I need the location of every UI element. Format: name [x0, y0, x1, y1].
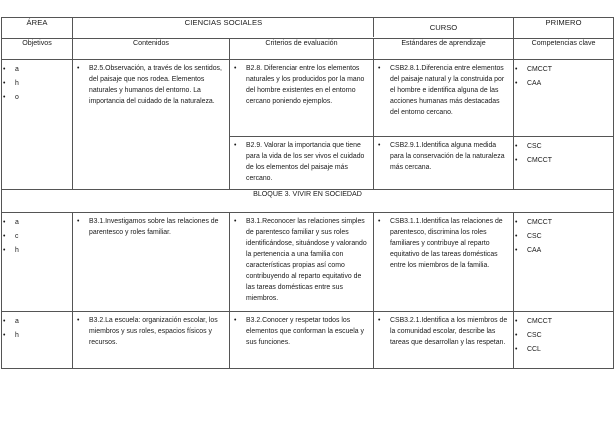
criterio-cell [230, 137, 374, 190]
objetivo-item: • a [2, 216, 72, 230]
competencia-item: • CSC [514, 140, 613, 154]
objetivo-item: • o [2, 91, 72, 105]
estandar-text: • CSB3.2.1.Identifica a los miembros de la comunidad escolar, describe las tareas que desarrollan y las respetan. [377, 315, 510, 348]
estandar-cell [374, 213, 514, 312]
table-row [2, 213, 614, 312]
competencia-item: • CSC [514, 230, 613, 244]
objetivo-item: • h [2, 329, 72, 343]
objetivos-cell [2, 312, 73, 369]
competencia-item: • CCL [514, 343, 613, 357]
criterio-text: • B2.9. Valorar la importancia que tiene para la vida de los ser vivos el cuidado de los elementos del paisaje más cercano. [233, 140, 370, 184]
competencia-item: • CMCCT [514, 216, 613, 230]
col-objetivos: Objetivos [2, 39, 73, 60]
criterio-text: • B3.1.Reconocer las relaciones simples de parentesco familiar y sus roles identificándose, situándose y valorando la pertenencia a una familia con características propias así como contribuyendo al reparto equitativo de las tareas domésticas entre sus miembros. [233, 216, 370, 304]
contenido-text: • B3.2.La escuela: organización escolar, los miembros y sus roles, espacios físicos y recursos. [76, 315, 226, 348]
col-contenidos: Contenidos [73, 39, 230, 60]
contenido-text: • B3.1.Investigamos sobre las relaciones de parentesco y roles familiar. [76, 216, 226, 238]
estandar-text: • CSB3.1.1.Identifica las relaciones de parentesco, discrimina los roles familiares y contribuye al reparto equitativo de las tareas domésticas entre los miembros de la familia. [377, 216, 510, 271]
criterio-cell [230, 213, 374, 312]
criterio-text: • B3.2.Conocer y respetar todos los elementos que conforman la escuela y sus funciones. [233, 315, 370, 348]
criterio-cell [230, 312, 374, 369]
competencias-cell [514, 213, 614, 312]
contenido-cell [73, 60, 230, 190]
contenido-cell [73, 312, 230, 369]
competencias-cell [514, 312, 614, 369]
estandar-cell [374, 60, 514, 137]
curriculum-table [1, 17, 614, 369]
objetivo-item: • h [2, 244, 72, 258]
curso-label: CURSO [373, 17, 513, 37]
curso-value: PRIMERO [514, 18, 614, 39]
estandar-text: • CSB2.8.1.Diferencia entre elementos del paisaje natural y la construida por el hombre e identifica alguna de las acciones humanas más destacadas del entorno cercano. [377, 63, 510, 118]
bloque-title: BLOQUE 3. VIVIR EN SOCIEDAD [2, 190, 614, 213]
criterio-text: • B2.8. Diferenciar entre los elementos naturales y los producidos por la mano del hombre existentes en el entorno cercano poniendo ejemplos. [233, 63, 370, 107]
col-criterios: Criterios de evaluación [230, 39, 374, 60]
competencias-cell [514, 60, 614, 137]
competencia-item: • CMCCT [514, 154, 613, 168]
col-estandares: Estándares de aprendizaje [374, 39, 514, 60]
objetivo-item: • c [2, 230, 72, 244]
competencia-item: • CAA [514, 244, 613, 258]
bloque-row [2, 190, 614, 213]
contenido-cell [73, 213, 230, 312]
table-row [2, 312, 614, 369]
area-label: ÁREA [2, 18, 73, 39]
objetivo-item: • h [2, 77, 72, 91]
table-row [2, 60, 614, 137]
subject-name: CIENCIAS SOCIALES [184, 18, 263, 27]
estandar-cell [374, 137, 514, 190]
contenido-text: • B2.5.Observación, a través de los sentidos, del paisaje que nos rodea. Elementos naturales y humanos del entorno. La importancia del cuidado de la naturaleza. [76, 63, 226, 107]
competencia-item: • CMCCT [514, 315, 613, 329]
objetivos-cell [2, 60, 73, 190]
competencia-item: • CAA [514, 77, 613, 91]
competencias-cell [514, 137, 614, 190]
header-row [2, 18, 614, 39]
criterio-cell [230, 60, 374, 137]
column-headers [2, 39, 614, 60]
objetivos-cell [2, 213, 73, 312]
competencia-item: • CMCCT [514, 63, 613, 77]
estandar-text: • CSB2.9.1.Identifica alguna medida para la conservación de la naturaleza más cercana. [377, 140, 510, 173]
competencia-item: • CSC [514, 329, 613, 343]
estandar-cell [374, 312, 514, 369]
col-competencias: Competencias clave [514, 39, 614, 60]
objetivo-item: • a [2, 63, 72, 77]
objetivo-item: • a [2, 315, 72, 329]
